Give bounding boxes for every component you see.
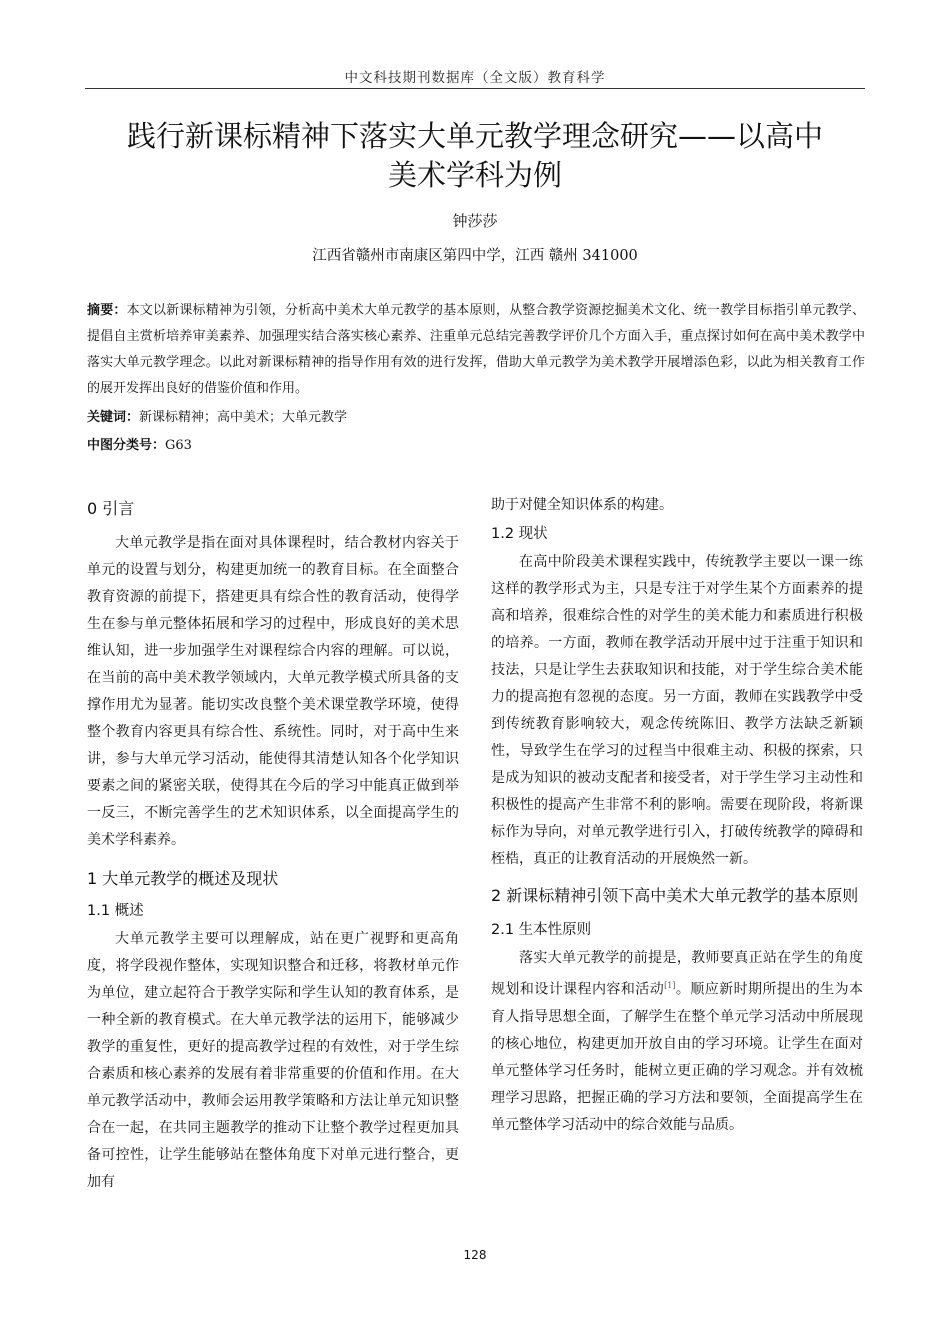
author-name: 钟莎莎 — [452, 212, 498, 230]
section-2-1-text-a: 落实大单元教学的前提是，教师要真正站在学生的角度规划和设计课程内容和活动 — [491, 950, 863, 998]
section-2-heading: 2 新课标精神引领下高中美术大单元教学的基本原则 — [491, 886, 859, 905]
author-affiliation: 江西省赣州市南康区第四中学，江西 赣州 341000 — [312, 248, 638, 264]
title-line-1: 践行新课标精神下落实大单元教学理念研究——以高中 — [126, 119, 823, 153]
section-1-heading: 1 大单元教学的概述及现状 — [87, 869, 279, 888]
section-2-1-text-b: 。顺应新时期所提出的生为本育人指导思想全面，了解学生在整个单元学习活动中所展现的核心地位，构建更加开放自由的学习环境。让学生在面对单元整体学习任务时，能树立更正确的学习观念。并有效梳理学习思路，把握正确的学习方法和要领，全面提高学生在单元整体学习活动中的综合效能与品质。 — [491, 981, 864, 1133]
abstract — [87, 298, 865, 402]
abstract-text: 本文以新课标精神为引领，分析高中美术大单元教学的基本原则，从整合教学资源挖掘美术文化、统一教学目标指引单元教学、提倡自主赏析培养审美素养、加强理实结合落实核心素养、注重单元总结完善教学评价几个方面入手，重点探讨如何在高中美术教学中落实大单元教学理念。以此对新课标精神的指导作用有效的进行发挥，借助大单元教学为美术教学开展增添色彩，以此为相关教育工作的展开发挥出良好的借鉴价值和作用。 — [87, 303, 865, 396]
section-2-1-paragraph — [491, 945, 863, 1139]
keywords-text: 新课标精神；高中美术；大单元教学 — [139, 410, 348, 425]
section-1-1-paragraph: 大单元教学主要可以理解成，站在更广视野和更高角度，将学段视作整体，实现知识整合和迁移，将教材单元作为单位，建立起符合于教学实际和学生认知的教育体系，是一种全新的教育模式。在大单元教学法的运用下，能够减少教学的重复性，更好的提高教学过程的有效性，对于学生综合素质和核心素养的发展有着非常重要的价值和作用。在大单元教学活动中，教师会运用教学策略和方法让单元知识整合在一起，在共同主题教学的推动下让整个教学过程更加具备可控性，让学生能够站在整体角度下对单元进行整合，更加有 — [87, 931, 459, 1190]
continued-paragraph: 助于对健全知识体系的构建。 — [491, 497, 673, 513]
classification-text: G63 — [165, 438, 192, 453]
section-1-2-heading: 1.2 现状 — [491, 526, 548, 542]
section-1-2-paragraph: 在高中阶段美术课程实践中，传统教学主要以一课一练这样的教学形式为主，只是专注于对学生某个方面素养的提高和培养，很难综合性的对学生的美术能力和素质进行积极的培养。一方面，教师在教学活动开展中过于注重于知识和技法，只是让学生去获取知识和技能，对于学生综合美术能力的提高抱有忽视的态度。另一方面，教师在实践教学中受到传统教育影响较大，观念传统陈旧、教学方法缺乏新颖性，导致学生在学习的过程当中很难主动、积极的探索，只是成为知识的被动支配者和接受者，对于学生学习主动性和积极性的提高产生非常不利的影响。需要在现阶段，将新课标作为导向，对单元教学进行引入，打破传统教学的障碍和桎梏，真正的让教育活动的开展焕然一新。 — [491, 554, 863, 867]
header-rule — [85, 88, 865, 89]
keywords — [87, 405, 347, 431]
citation-ref: [1] — [664, 981, 676, 990]
keywords-label: 关键词： — [87, 410, 140, 425]
page-number: 128 — [463, 1248, 487, 1262]
section-0-paragraph: 大单元教学是指在面对具体课程时，结合教材内容关于单元的设置与划分，构建更加统一的教育目标。在全面整合教育资源的前提下，搭建更具有综合性的教育活动，使得学生在参与单元整体拓展和学习的过程中，形成良好的美术思维认知，进一步加强学生对课程综合内容的理解。可以说，在当前的高中美术教学领域内，大单元教学模式所具备的支撑作用尤为显著。能切实改良整个美术课堂教学环境，使得整个教育内容更具有综合性、系统性。同时，对于高中生来讲，参与大单元学习活动，能使得其清楚认知各个化学知识要素之间的紧密关联，使得其在今后的学习中能真正做到举一反三，不断完善学生的艺术知识体系，以全面提高学生的美术学科素养。 — [87, 535, 459, 848]
page-title — [85, 117, 865, 195]
running-header: 中文科技期刊数据库（全文版）教育科学 — [344, 70, 606, 86]
abstract-label: 摘要： — [87, 303, 127, 318]
right-column — [491, 492, 863, 1139]
section-1-1-heading: 1.1 概述 — [87, 903, 144, 919]
left-column — [87, 492, 459, 1196]
title-line-2: 美术学科为例 — [387, 158, 562, 192]
classification-number — [87, 433, 192, 459]
section-0-heading: 0 引言 — [87, 499, 135, 518]
section-2-1-heading: 2.1 生本性原则 — [491, 922, 592, 938]
classification-label: 中图分类号： — [87, 438, 166, 453]
